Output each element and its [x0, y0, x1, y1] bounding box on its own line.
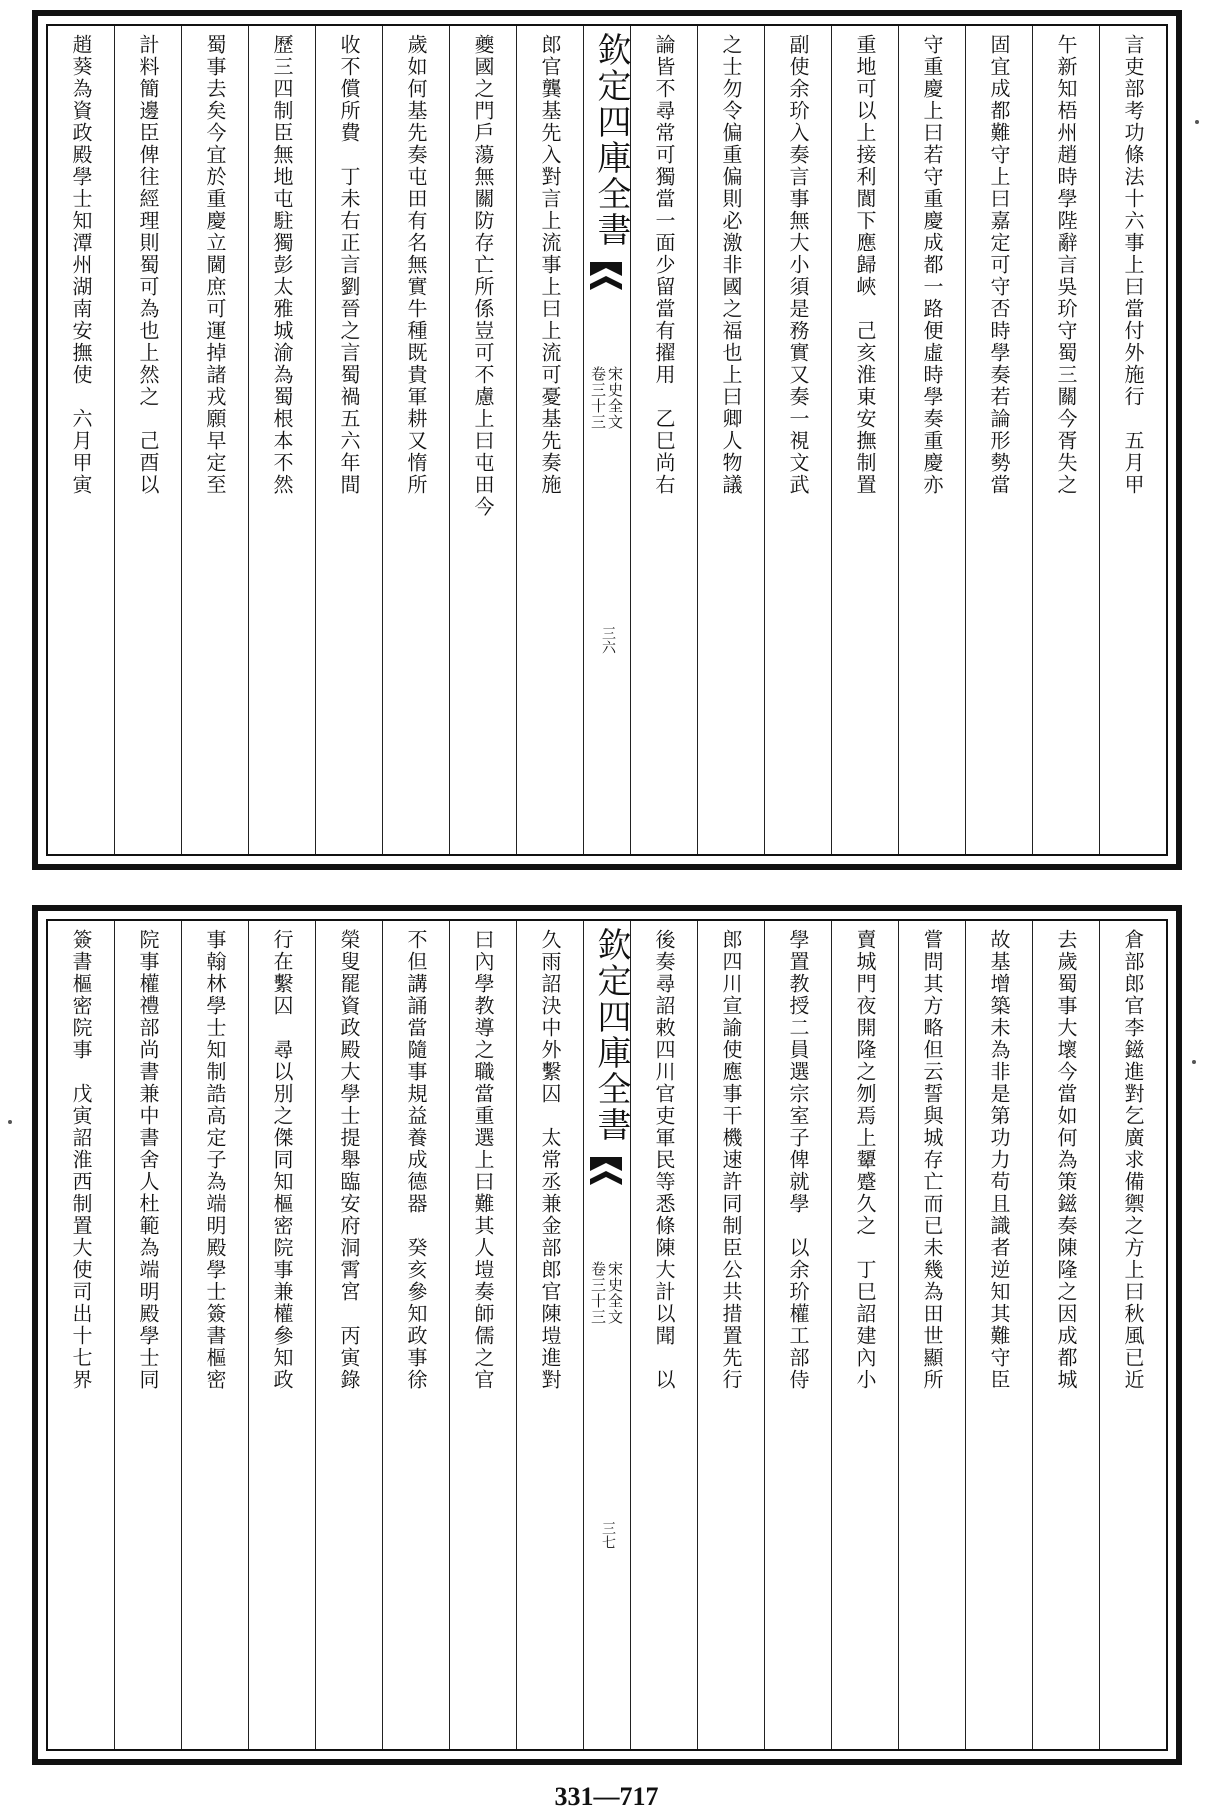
text-column: 曰內學教導之職當重選上曰難其人塏奏師儒之官 [449, 921, 516, 1749]
text-column: 賣城門夜開隆之刎焉上顰蹙久之 丁巳詔建內小 [831, 921, 898, 1749]
text-column: 久雨詔決中外繫囚 太常丞兼金部郎官陳塏進對 [516, 921, 583, 1749]
bottom-page-panel [32, 905, 1182, 1765]
text-column: 守重慶上曰若守重慶成都一路便虛時學奏重慶亦 [898, 26, 965, 854]
text-column: 論皆不尋常可獨當一面少留當有擢用 乙巳尚右 [630, 26, 697, 854]
scan-speck [1192, 1060, 1196, 1064]
text-column: 倉部郎官李鎡進對乞廣求備禦之方上曰秋風已近 [1099, 921, 1166, 1749]
text-column: 後奏尋詔敕四川官吏軍民等悉條陳大計以聞 以 [630, 921, 697, 1749]
text-column: 歲如何基先奏屯田有名無實牛種既貴軍耕又惰所 [382, 26, 449, 854]
fishtail-mark-icon [590, 1157, 622, 1217]
folio-number: 三七 [600, 1521, 616, 1549]
book-title: 欽定四庫全書 [591, 32, 631, 248]
text-column: 蜀事去矣今宜於重慶立閫庶可運掉諸戎願早定至 [181, 26, 248, 854]
center-fold-column [583, 921, 630, 1749]
text-column: 不但講誦當隨事規益養成德器 癸亥參知政事徐 [382, 921, 449, 1749]
text-column: 行在繫囚 尋以別之傑同知樞密院事兼權參知政 [248, 921, 315, 1749]
top-page-frame [46, 24, 1168, 856]
text-column: 之士勿令偏重偏則必激非國之福也上曰卿人物議 [697, 26, 764, 854]
text-column: 故基增築未為非是第功力苟且識者逆知其難守臣 [965, 921, 1032, 1749]
bottom-page-frame [46, 919, 1168, 1751]
text-column: 言吏部考功條法十六事上曰當付外施行 五月甲 [1099, 26, 1166, 854]
page-number: 331—717 [554, 1782, 659, 1811]
text-column: 事翰林學士知制誥高定子為端明殿學士簽書樞密 [181, 921, 248, 1749]
folio-number: 三六 [600, 626, 616, 654]
text-column: 夔國之門戶蕩無關防存亡所係豈可不慮上曰屯田今 [449, 26, 516, 854]
text-column: 趙葵為資政殿學士知潭州湖南安撫使 六月甲寅 [69, 34, 93, 496]
text-column: 簽書樞密院事 戊寅詔淮西制置大使司出十七界 [69, 929, 93, 1391]
text-column: 郎四川宣諭使應事干機速許同制臣公共措置先行 [697, 921, 764, 1749]
top-page-panel [32, 10, 1182, 870]
scan-speck [1195, 120, 1199, 124]
text-column: 去歲蜀事大壞今當如何為策鎡奏陳隆之因成都城 [1032, 921, 1099, 1749]
text-column: 學置教授二員選宗室子俾就學 以余玠權工部侍 [764, 921, 831, 1749]
bottom-text-columns [48, 921, 1166, 1749]
volume-name: 卷三十三 [589, 366, 607, 430]
center-fold-column [583, 26, 630, 854]
text-column: 固宜成都難守上曰嘉定可守否時學奏若論形勢當 [965, 26, 1032, 854]
scan-speck [8, 1120, 12, 1124]
text-column: 重地可以上接利閬下應歸峽 己亥淮東安撫制置 [831, 26, 898, 854]
fishtail-mark-icon [590, 262, 622, 322]
text-column: 院事權禮部尚書兼中書舍人杜範為端明殿學士同 [114, 921, 181, 1749]
text-column: 午新知梧州趙時學陛辭言吳玠守蜀三關今胥失之 [1032, 26, 1099, 854]
volume-name: 卷三十三 [589, 1261, 607, 1325]
book-name: 宋史全文 [606, 1261, 624, 1325]
text-column: 計料簡邊臣俾往經理則蜀可為也上然之 己酉以 [114, 26, 181, 854]
text-column: 收不償所費 丁未右正言劉晉之言蜀禍五六年間 [315, 26, 382, 854]
text-column: 副使余玠入奏言事無大小須是務實又奏一視文武 [764, 26, 831, 854]
book-title: 欽定四庫全書 [591, 927, 631, 1143]
book-name: 宋史全文 [606, 366, 624, 430]
text-column: 嘗問其方略但云誓與城存亡而已未幾為田世顯所 [898, 921, 965, 1749]
top-text-columns [48, 26, 1166, 854]
text-column: 歷三四制臣無地屯駐獨彭太雅城渝為蜀根本不然 [248, 26, 315, 854]
text-column: 郎官龔基先入對言上流事上曰上流可憂基先奏施 [516, 26, 583, 854]
text-column: 榮叟罷資政殿大學士提舉臨安府洞霄宮 丙寅錄 [315, 921, 382, 1749]
